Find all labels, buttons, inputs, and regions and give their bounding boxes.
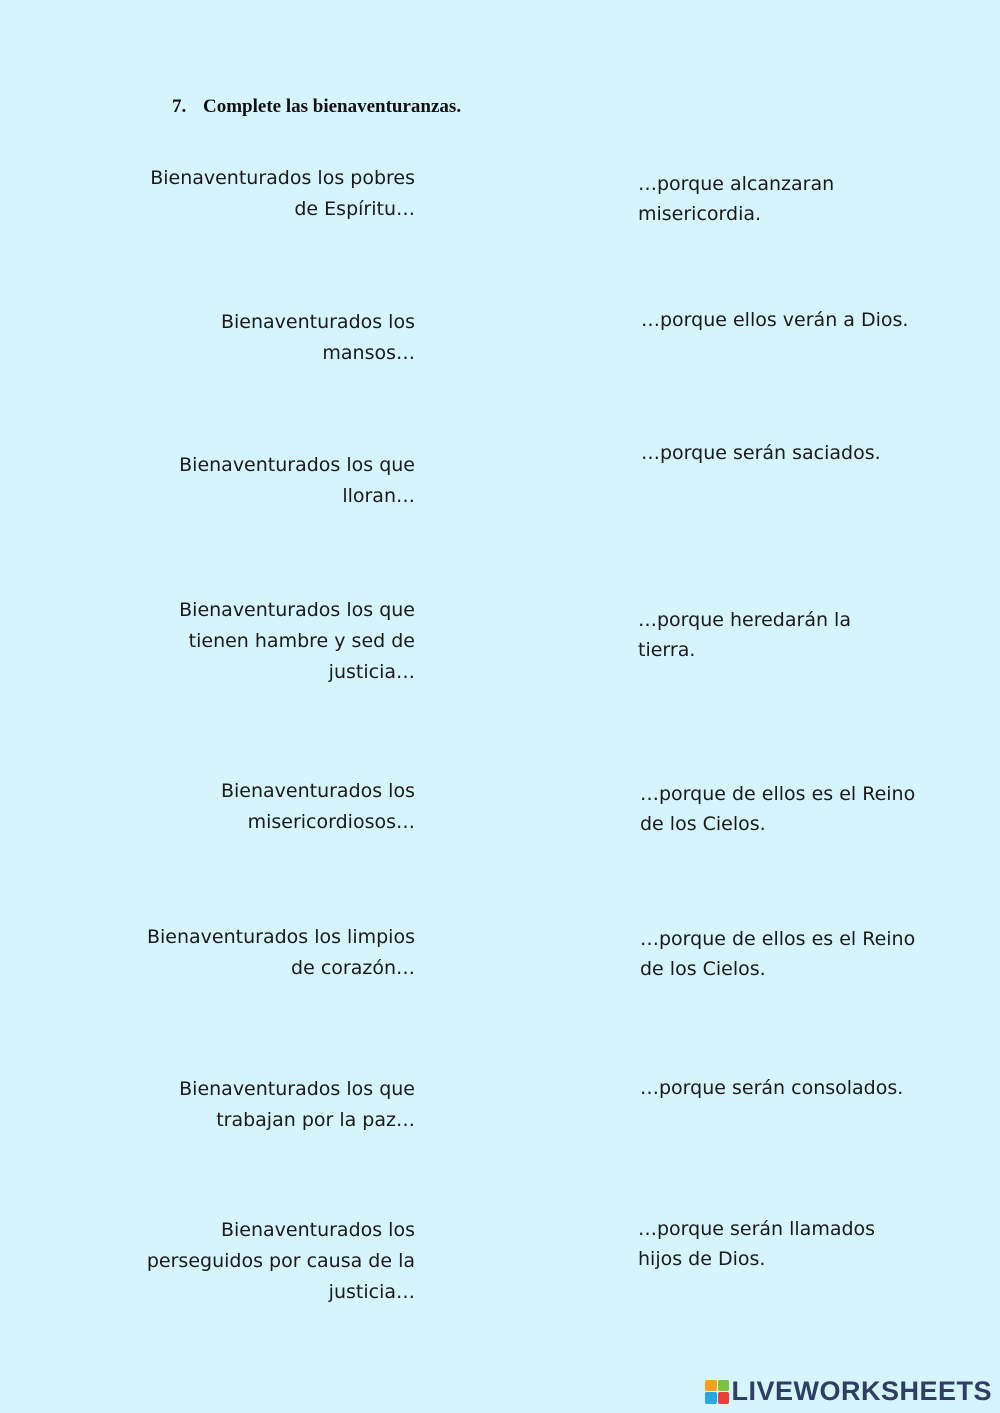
logo-square-3 — [705, 1392, 717, 1404]
exercise-heading — [172, 96, 461, 118]
left-item-1[interactable]: Bienaventurados los pobres de Espíritu… — [150, 167, 415, 220]
logo-square-2 — [718, 1380, 730, 1392]
logo-square-1 — [705, 1380, 717, 1392]
left-item-7[interactable]: Bienaventurados los que trabajan por la paz… — [179, 1078, 415, 1131]
logo-square-4 — [718, 1392, 730, 1404]
left-item-5[interactable]: Bienaventurados los misericordiosos… — [220, 780, 415, 833]
left-item-8[interactable]: Bienaventurados los perseguidos por causa de la justicia… — [146, 1219, 415, 1303]
right-item-4[interactable]: …porque heredarán la tierra. — [638, 609, 851, 661]
exercise-number: 7. — [172, 96, 187, 117]
right-item-3[interactable]: …porque serán saciados. — [641, 442, 881, 464]
liveworksheets-brand — [705, 1376, 992, 1407]
right-item-8[interactable]: …porque serán llamados hijos de Dios. — [638, 1218, 876, 1270]
brand-text: LIVEWORKSHEETS — [731, 1376, 992, 1406]
right-item-1[interactable]: …porque alcanzaran misericordia. — [638, 173, 835, 225]
right-item-2[interactable]: …porque ellos verán a Dios. — [641, 309, 909, 331]
right-item-6[interactable]: …porque de ellos es el Reino de los Cielos. — [640, 928, 916, 980]
left-item-4[interactable]: Bienaventurados los que tienen hambre y sed de justicia… — [179, 599, 415, 683]
right-item-5[interactable]: …porque de ellos es el Reino de los Cielos. — [640, 783, 916, 835]
right-item-7[interactable]: …porque serán consolados. — [640, 1077, 904, 1099]
left-item-6[interactable]: Bienaventurados los limpios de corazón… — [146, 926, 415, 979]
left-item-2[interactable]: Bienaventurados los mansos… — [220, 311, 415, 364]
liveworksheets-logo-icon — [705, 1380, 729, 1404]
left-item-3[interactable]: Bienaventurados los que lloran… — [179, 454, 415, 507]
exercise-title: Complete las bienaventuranzas. — [203, 96, 462, 117]
